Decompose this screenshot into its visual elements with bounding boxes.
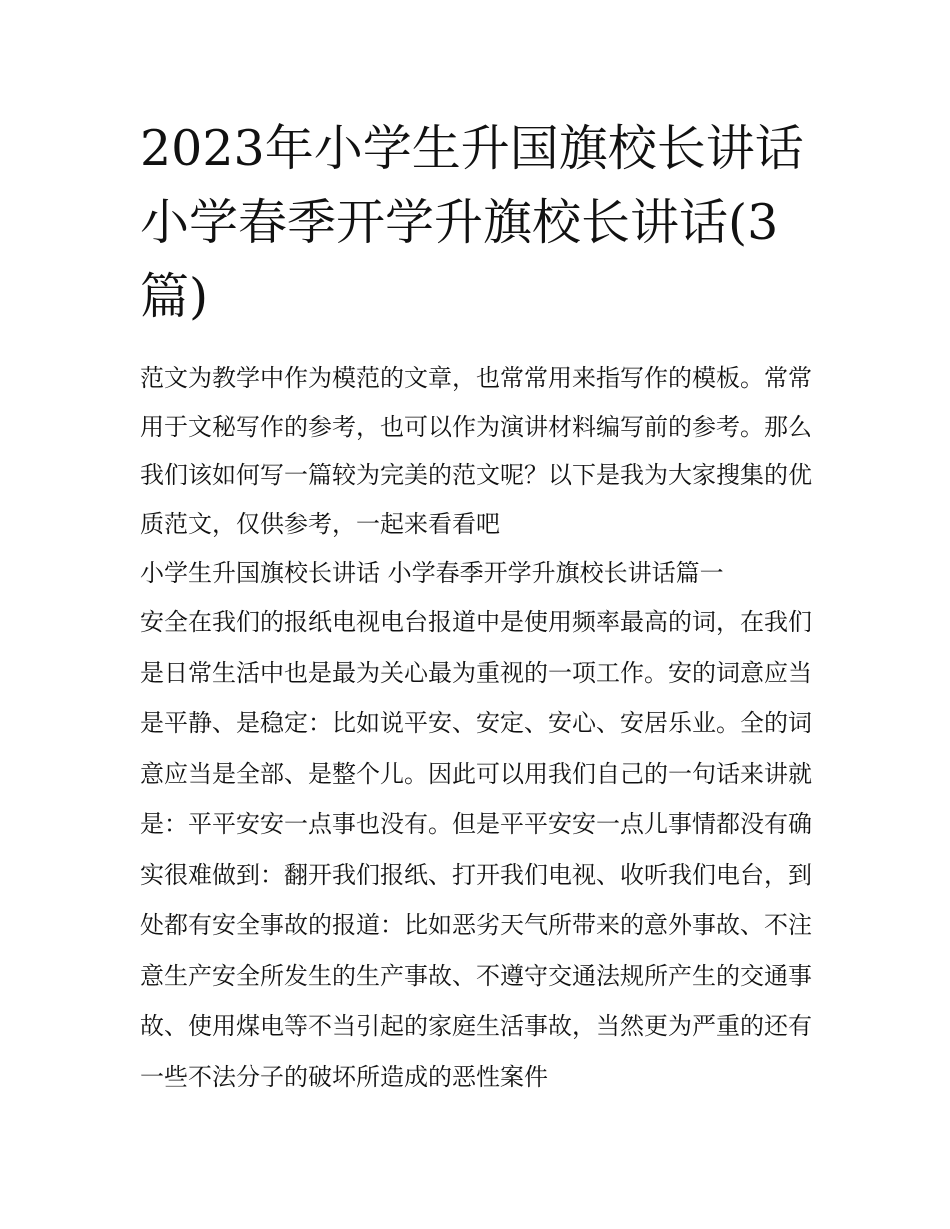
section-heading: 小学生升国旗校长讲话 小学春季开学升旗校长讲话篇一 — [140, 559, 724, 587]
document-title: 2023年小学生升国旗校长讲话 小学春季开学升旗校长讲话(3篇) — [140, 120, 804, 325]
intro-paragraph: 范文为教学中作为模范的文章，也常常用来指写作的模板。常常用于文秘写作的参考，也可以作为演讲材料编写前的参考。那么我们该如何写一篇较为完美的范文呢？以下是我为大家搜集的优质范文，仅供参考，一起来看看吧 — [140, 364, 812, 538]
document-page — [140, 112, 812, 1102]
body-paragraph: 安全在我们的报纸电视电台报道中是使用频率最高的词，在我们是日常生活中也是最为关心最为重视的一项工作。安的词意应当是平静、是稳定：比如说平安、安定、安心、安居乐业。全的词意应当是全部、是整个儿。因此可以用我们自己的一句话来讲就是：平平安安一点事也没有。但是平平安安一点儿事情都没有确实很难做到：翻开我们报纸、打开我们电视、收听我们电台，到处都有安全事故的报道：比如恶劣天气所带来的意外事故、不注意生产安全所发生的生产事故、不遵守交通法规所产生的交通事故、使用煤电等不当引起的家庭生活事故，当然更为严重的还有一些不法分子的破坏所造成的恶性案件 — [140, 608, 812, 1091]
